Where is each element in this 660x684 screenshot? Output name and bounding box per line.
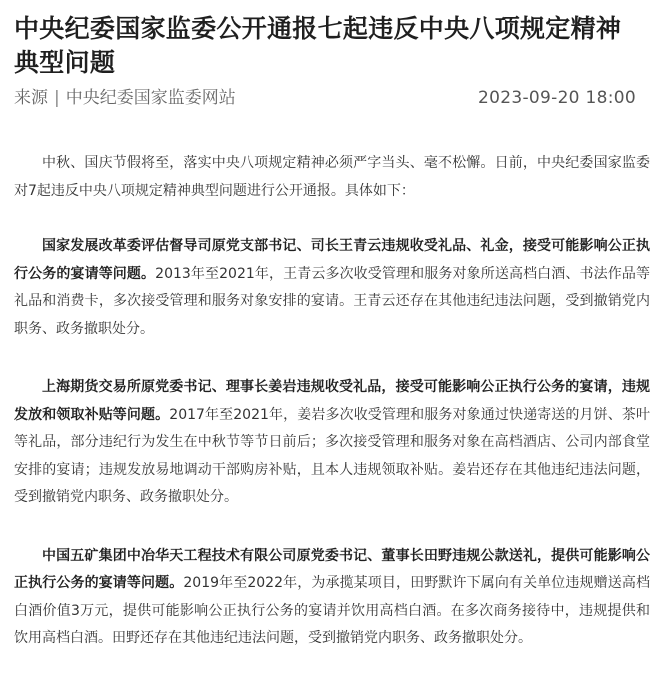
case-headline-1: 国家发展改革委评估督导司原党支部书记、司长王青云违规收受礼品、礼金，接受可能影响公正执行公务的宴请等问题。 bbox=[14, 238, 650, 282]
case-body-2: 2017年至2021年，姜岩多次收受管理和服务对象通过快递寄送的月饼、茶叶等礼品，部分违纪行为发生在中秋节等节日前后；多次接受管理和服务对象在高档酒店、公司内部食堂安排的宴请；违规发放易地调动干部购房补贴，且本人违规领取补贴。姜岩还存在其他违纪违法问题，受到撤销党内职务、政务撤职处分。 bbox=[14, 406, 651, 505]
source-line bbox=[14, 84, 236, 112]
source-label: 来源 bbox=[14, 88, 48, 108]
case-paragraph-1 bbox=[14, 233, 650, 343]
meta-separator: | bbox=[54, 88, 60, 108]
case-paragraph-2 bbox=[14, 374, 650, 512]
source-name-link[interactable]: 中央纪委国家监委网站 bbox=[65, 88, 236, 108]
publish-datetime: 2023-09-20 18:00 bbox=[478, 88, 636, 108]
article-title: 中央纪委国家监委公开通报七起违反中央八项规定精神典型问题 bbox=[14, 14, 622, 77]
article-body bbox=[14, 150, 650, 684]
article-meta bbox=[14, 84, 636, 112]
case-body-1: 2013年至2021年，王青云多次收受管理和服务对象所送高档白酒、书法作品等礼品和消费卡，多次接受管理和服务对象安排的宴请。王青云还存在其他违纪违法问题，受到撤销党内职务、政务撤职处分。 bbox=[14, 265, 650, 337]
intro-paragraph: 中秋、国庆节假将至，落实中央八项规定精神必须严字当头、毫不松懈。日前，中央纪委国家监委对7起违反中央八项规定精神典型问题进行公开通报。具体如下： bbox=[14, 155, 650, 199]
case-body-3: 2019年至2022年，为承揽某项目，田野默许下属向有关单位违规赠送高档白酒价值3万元，提供可能影响公正执行公务的宴请并饮用高档白酒。在多次商务接待中，违规提供和饮用高档白酒。田野还存在其他违纪违法问题，受到撤销党内职务、政务撤职处分。 bbox=[14, 575, 650, 646]
case-headline-2: 上海期货交易所原党委书记、理事长姜岩违规收受礼品，接受可能影响公正执行公务的宴请，违规发放和领取补贴等问题。 bbox=[14, 379, 650, 423]
case-paragraph-3 bbox=[14, 543, 650, 653]
case-headline-3: 中国五矿集团中冶华天工程技术有限公司原党委书记、董事长田野违规公款送礼，提供可能影响公正执行公务的宴请等问题。 bbox=[14, 547, 650, 591]
